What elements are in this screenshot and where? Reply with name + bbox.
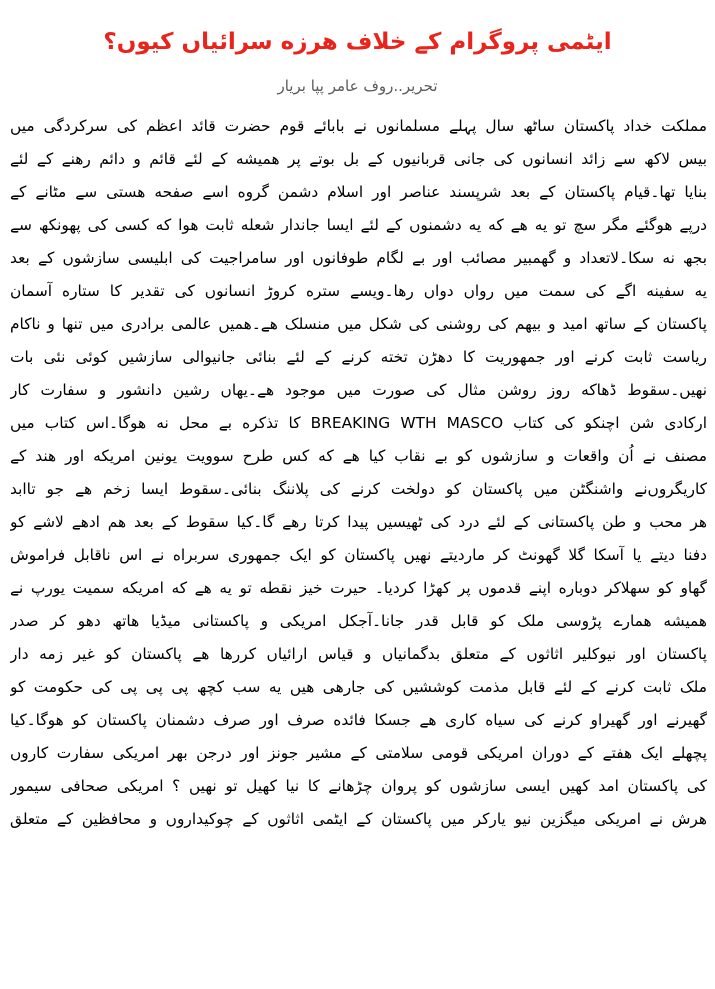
body-line: هرش نے امریکی میگزین نیو یارکر میں پاکستان کے ایٹمی اثاثوں کے چوکیداروں و محافظین کے متعلق bbox=[10, 810, 707, 828]
body-line: همیشه همارے پڑوسی ملک کو قابل قدر جانا۔آجکل امریکی و پاکستانی میڈیا هاتھ دهو کر صدر bbox=[10, 612, 707, 630]
body-line: بنایا تها۔قیام پاکستان کے بعد شرپسند عناصر اور اسلام دشمن گروه اسے صفحه هستی سے مٹانے کے bbox=[10, 183, 707, 201]
body-line: پاکستان کے ساتھ امید و بیهم کی روشنی کی شکل میں منسلک هے۔همیں عالمی برادری میں تنها و ناکام bbox=[10, 315, 707, 333]
body-line: یه سفینه اگے کی سمت میں رواں دواں رها۔ویسے ستره کروڑ انسانوں کی تقدیر کا ستاره آسمان bbox=[10, 282, 707, 300]
article-author: تحریر..روف عامر پپا بریار bbox=[277, 77, 438, 95]
body-line: ریاست ثابت کرنے اور جمهوریت کا دهڑن تخته کرنے کے لئے بنائی جانیوالی سازشیں کوئی نئی بات bbox=[10, 348, 707, 366]
body-line: گهاو کو سهلاکر دوباره اپنے قدموں پر کهڑا کردیا۔ حیرت خیز نقطه تو یه هے که امریکه سمیت یورپ نے bbox=[10, 579, 707, 597]
body-line: پاکستان اور نیوکلیر اثاثوں کے متعلق بدگمانیاں و قیاس ارائیاں کررها هے پاکستان کو غیر زمه دار bbox=[10, 645, 707, 663]
body-line: گهیرنے اور گهیراو کرنے کی سیاه کاری هے جسکا فائده صرف اور صرف دشمنان پاکستان کو هوگا۔کیا bbox=[10, 711, 707, 729]
article-title: ایٹمی پروگرام کے خلاف هرزه سرائیاں کیوں؟ bbox=[103, 29, 612, 55]
body-line: درپے هوگئے مگر سچ تو یه هے که یه دشمنوں کے لئے ایسا جاندار شعله ثابت هوا که کسی کی پهونکھ سے bbox=[10, 216, 707, 234]
body-line: کی پاکستان امد کهیں ایسی سازشوں کو پروان چڑهانے کا نیا کهیل تو نهیں ؟ امریکی صحافی سیمور bbox=[10, 777, 707, 795]
body-line: مصنف نے اُن واقعات و سازشوں کو بے نقاب کیا هے که کس طرح سوویت یونین امریکه اور هند کے bbox=[10, 447, 707, 465]
body-line: ملک ثابت کرنے کے لئے قابل مذمت کوششیں کی جارهی هیں یه سب کچھ پی پی پی کی حکومت کو bbox=[10, 678, 707, 696]
body-line: مملکت خداد پاکستان ساٹھ سال پہلے مسلمانوں نے بابائے قوم حضرت قائد اعظم کی سرکردگی میں bbox=[10, 117, 707, 135]
body-line: پچهلے ایک هفتے کے دوران امریکی قومی سلامتی کے مشیر جونز اور درجن بهر امریکی سفارت کاروں bbox=[10, 744, 707, 762]
body-line: دفنا دیتے یا آسکا گلا گھونٹ کر ماردیتے نهیں پاکستان کو ایک جمهوری سربراه نے اس ناقابل فراموش bbox=[10, 546, 707, 564]
body-line: بیس لاکھ سے زائد انسانوں کی جانی قربانیوں کے بل بوتے پر همیشه کے لئے قائم و دائم رهنے کے لئے bbox=[10, 150, 707, 168]
body-line: ارکادی شن اچنکو کی کتاب BREAKING WTH MASCO کا تذکره بے محل نه هوگا۔اس کتاب میں bbox=[10, 414, 707, 432]
body-line: بجھ نه سکا۔لاتعداد و گھمبیر مصائب اور بے لگام طوفانوں اور سامراجیت کی ابلیسی سازشوں کے بعد bbox=[10, 249, 707, 267]
body-line: کاریگروں‌نے واشنگٹن میں پاکستان کو دولخت کرنے کی پلاننگ بنائی۔سقوط ایسا زخم هے جو تاابد bbox=[10, 480, 707, 498]
article-body bbox=[10, 110, 707, 836]
body-line: هر محب و طن پاکستانی کے لئے درد کی ٹهیسیں پیدا کرتا رهے گا۔کیا سقوط کے بعد هم ادهے لاشے کو bbox=[10, 513, 707, 531]
body-line: نهیں۔سقوط ڈهاکه روز روشن مثال کی صورت میں موجود هے۔یهاں رشین دانشور و سفارت کار bbox=[10, 381, 707, 399]
